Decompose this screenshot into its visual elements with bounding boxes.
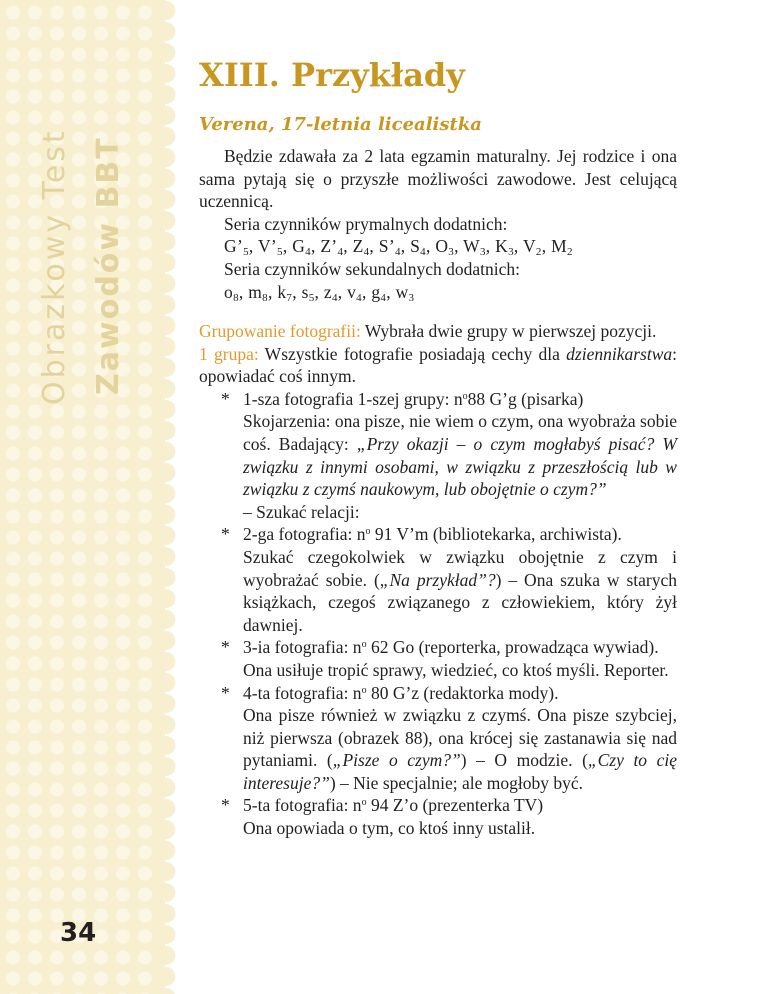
factor-subscript: 3 (408, 291, 415, 304)
grouping-paragraph (199, 320, 677, 343)
grouping-text: Wybrała dwie grupy w pierwszej pozycji. (364, 321, 657, 341)
factor-symbol: v (347, 281, 357, 302)
factor-subscript: 3 (479, 246, 486, 259)
factor-symbol: m (248, 281, 263, 302)
list-item (199, 636, 677, 681)
sidebar-title-line1: Obrazkowy Test (37, 128, 72, 405)
factor-symbol: G’ (224, 236, 244, 257)
factor-symbol: O (435, 236, 449, 257)
primary-factors-list: $G’_5$, $V’_5$, $G_4$, $Z’_4$, $Z_4$, $S’_4$, $S_4$, $O_3$, $W_3$, $K_3$, $V_2$, $M_2$ (224, 236, 573, 259)
list-item (199, 794, 677, 839)
factor-symbol: g (371, 281, 381, 302)
item-title: 5-ta fotografia: $n^o$ 94 Z’o (prezenterka TV) (243, 795, 544, 816)
secondary-factors-label: Seria czynników sekundalnych dodatnich: (224, 258, 520, 279)
sidebar-title-line2: Zawodów BBT (91, 136, 126, 395)
factor-symbol: z (323, 281, 332, 302)
decorative-dotted-band (0, 0, 165, 994)
item-body: Ona pisze również w związku z czymś. Ona pisze szybciej, niż pierwsza (obrazek 88), ona krócej się zastanawia się nad pytaniami. („Pisze o czym?”) – O modzie. („Czy to cię interesuje?”) – Nie specjalnie; ale mogłoby być. (243, 705, 678, 793)
asterisk-bullet: * (221, 637, 230, 658)
chapter-title: XIII. Przykłady (199, 56, 465, 94)
factor-symbol: o (224, 281, 234, 302)
list-item (199, 682, 677, 795)
factor-subscript: 4 (380, 291, 387, 304)
list-item (199, 523, 677, 636)
secondary-factors-list: $o_8$, $m_8$, $k_7$, $s_5$, $z_4$, $v_4$, $g_4$, $w_3$ (224, 281, 415, 304)
factor-subscript: 5 (308, 291, 315, 304)
factor-subscript: 4 (394, 246, 401, 259)
factor-symbol: W (463, 236, 480, 257)
factor-subscript: 3 (508, 246, 514, 259)
factor-subscript: 5 (243, 246, 249, 259)
factor-symbol: V (522, 236, 536, 257)
item-title: 3-ia fotografia: $n^o$ 62 Go (reporterka, prowadząca wywiad). (243, 637, 659, 658)
factor-symbol: V’ (257, 236, 278, 257)
analysis-section (199, 320, 677, 840)
factor-subscript: 4 (356, 291, 362, 304)
intro-paragraph: Będzie zdawała za 2 lata egzamin maturalny. Jej rodzice i ona sama pytają się o przyszłe możliwości zawodowe. Jest celującą uczennicą. (199, 146, 677, 212)
item-title: 4-ta fotografia: $n^o$ 80 G’z (redaktorka mody). (243, 682, 559, 703)
case-intro (199, 145, 677, 303)
factor-symbol: k (277, 281, 287, 302)
group1-text-italic: dziennikarstwa (566, 343, 673, 364)
factor-subscript: 4 (420, 246, 426, 259)
asterisk-bullet: * (221, 388, 230, 409)
factor-subscript: 2 (566, 246, 573, 259)
grouping-label: Grupowanie fotografii: (199, 321, 361, 341)
item-body: Szukać czegokolwiek w związku obojętnie z czym i wyobrażać sobie. („Na przykład”?) – Ona szuka w starych książkach, czegoś związanego z człowiekiem, który żył dawniej. (243, 546, 677, 635)
factor-subscript: 5 (277, 246, 283, 259)
item-title: 2-ga fotografia: $n^o$ 91 V’m (bibliotekarka, archiwista). (243, 524, 622, 545)
factor-subscript: 8 (262, 291, 268, 304)
primary-factors-label: Seria czynników prymalnych dodatnich: (224, 213, 508, 234)
factor-subscript: 2 (535, 246, 542, 259)
factor-symbol: S (410, 236, 421, 257)
factor-subscript: 4 (305, 246, 311, 259)
group1-paragraph (199, 343, 677, 388)
group1-text-b: : opowiadać coś innym. (199, 343, 677, 387)
list-item (199, 388, 677, 524)
factor-symbol: K (495, 236, 509, 257)
factor-subscript: 4 (363, 246, 370, 259)
factor-symbol: S’ (378, 236, 395, 257)
item-extra: – Szukać relacji: (243, 501, 360, 522)
band-scalloped-edge (152, 0, 180, 994)
asterisk-bullet: * (221, 682, 230, 703)
factor-subscript: 3 (448, 246, 455, 259)
item-body: Skojarzenia: ona pisze, nie wiem o czym, ona wyobraża sobie coś. Badający: „Przy okazji – o czym mogłabyś pisać? W związku z innymi osobami, w związku z przeszłością lub w związku z czymś naukowym, lub obojętnie o czym?” (243, 411, 677, 500)
factor-subscript: 4 (331, 291, 338, 304)
factor-subscript: 4 (337, 246, 344, 259)
item-body: Ona usiłuje tropić sprawy, wiedzieć, co ktoś myśli. Reporter. (243, 659, 669, 680)
page-number: 34 (60, 918, 97, 948)
group1-text-a: Wszystkie fotografie posiadają cechy dla (264, 343, 560, 364)
factor-symbol: Z’ (320, 236, 338, 257)
asterisk-bullet: * (221, 795, 230, 816)
factor-symbol: G (292, 236, 306, 257)
group1-label: 1 grupa: (199, 343, 259, 364)
factor-symbol: s (301, 281, 309, 302)
factor-subscript: 8 (233, 291, 239, 304)
factor-symbol: M (551, 236, 567, 257)
asterisk-bullet: * (221, 524, 230, 545)
factor-symbol: w (395, 281, 409, 302)
factor-symbol: Z (352, 236, 364, 257)
item-body: Ona opowiada o tym, co ktoś inny ustalił. (243, 818, 536, 839)
item-title: 1-sza fotografia 1-szej grupy: $n^o88$ G’g (pisarka) (243, 388, 584, 409)
case-subtitle: Verena, 17-letnia licealistka (199, 114, 482, 135)
factor-subscript: 7 (286, 291, 293, 304)
